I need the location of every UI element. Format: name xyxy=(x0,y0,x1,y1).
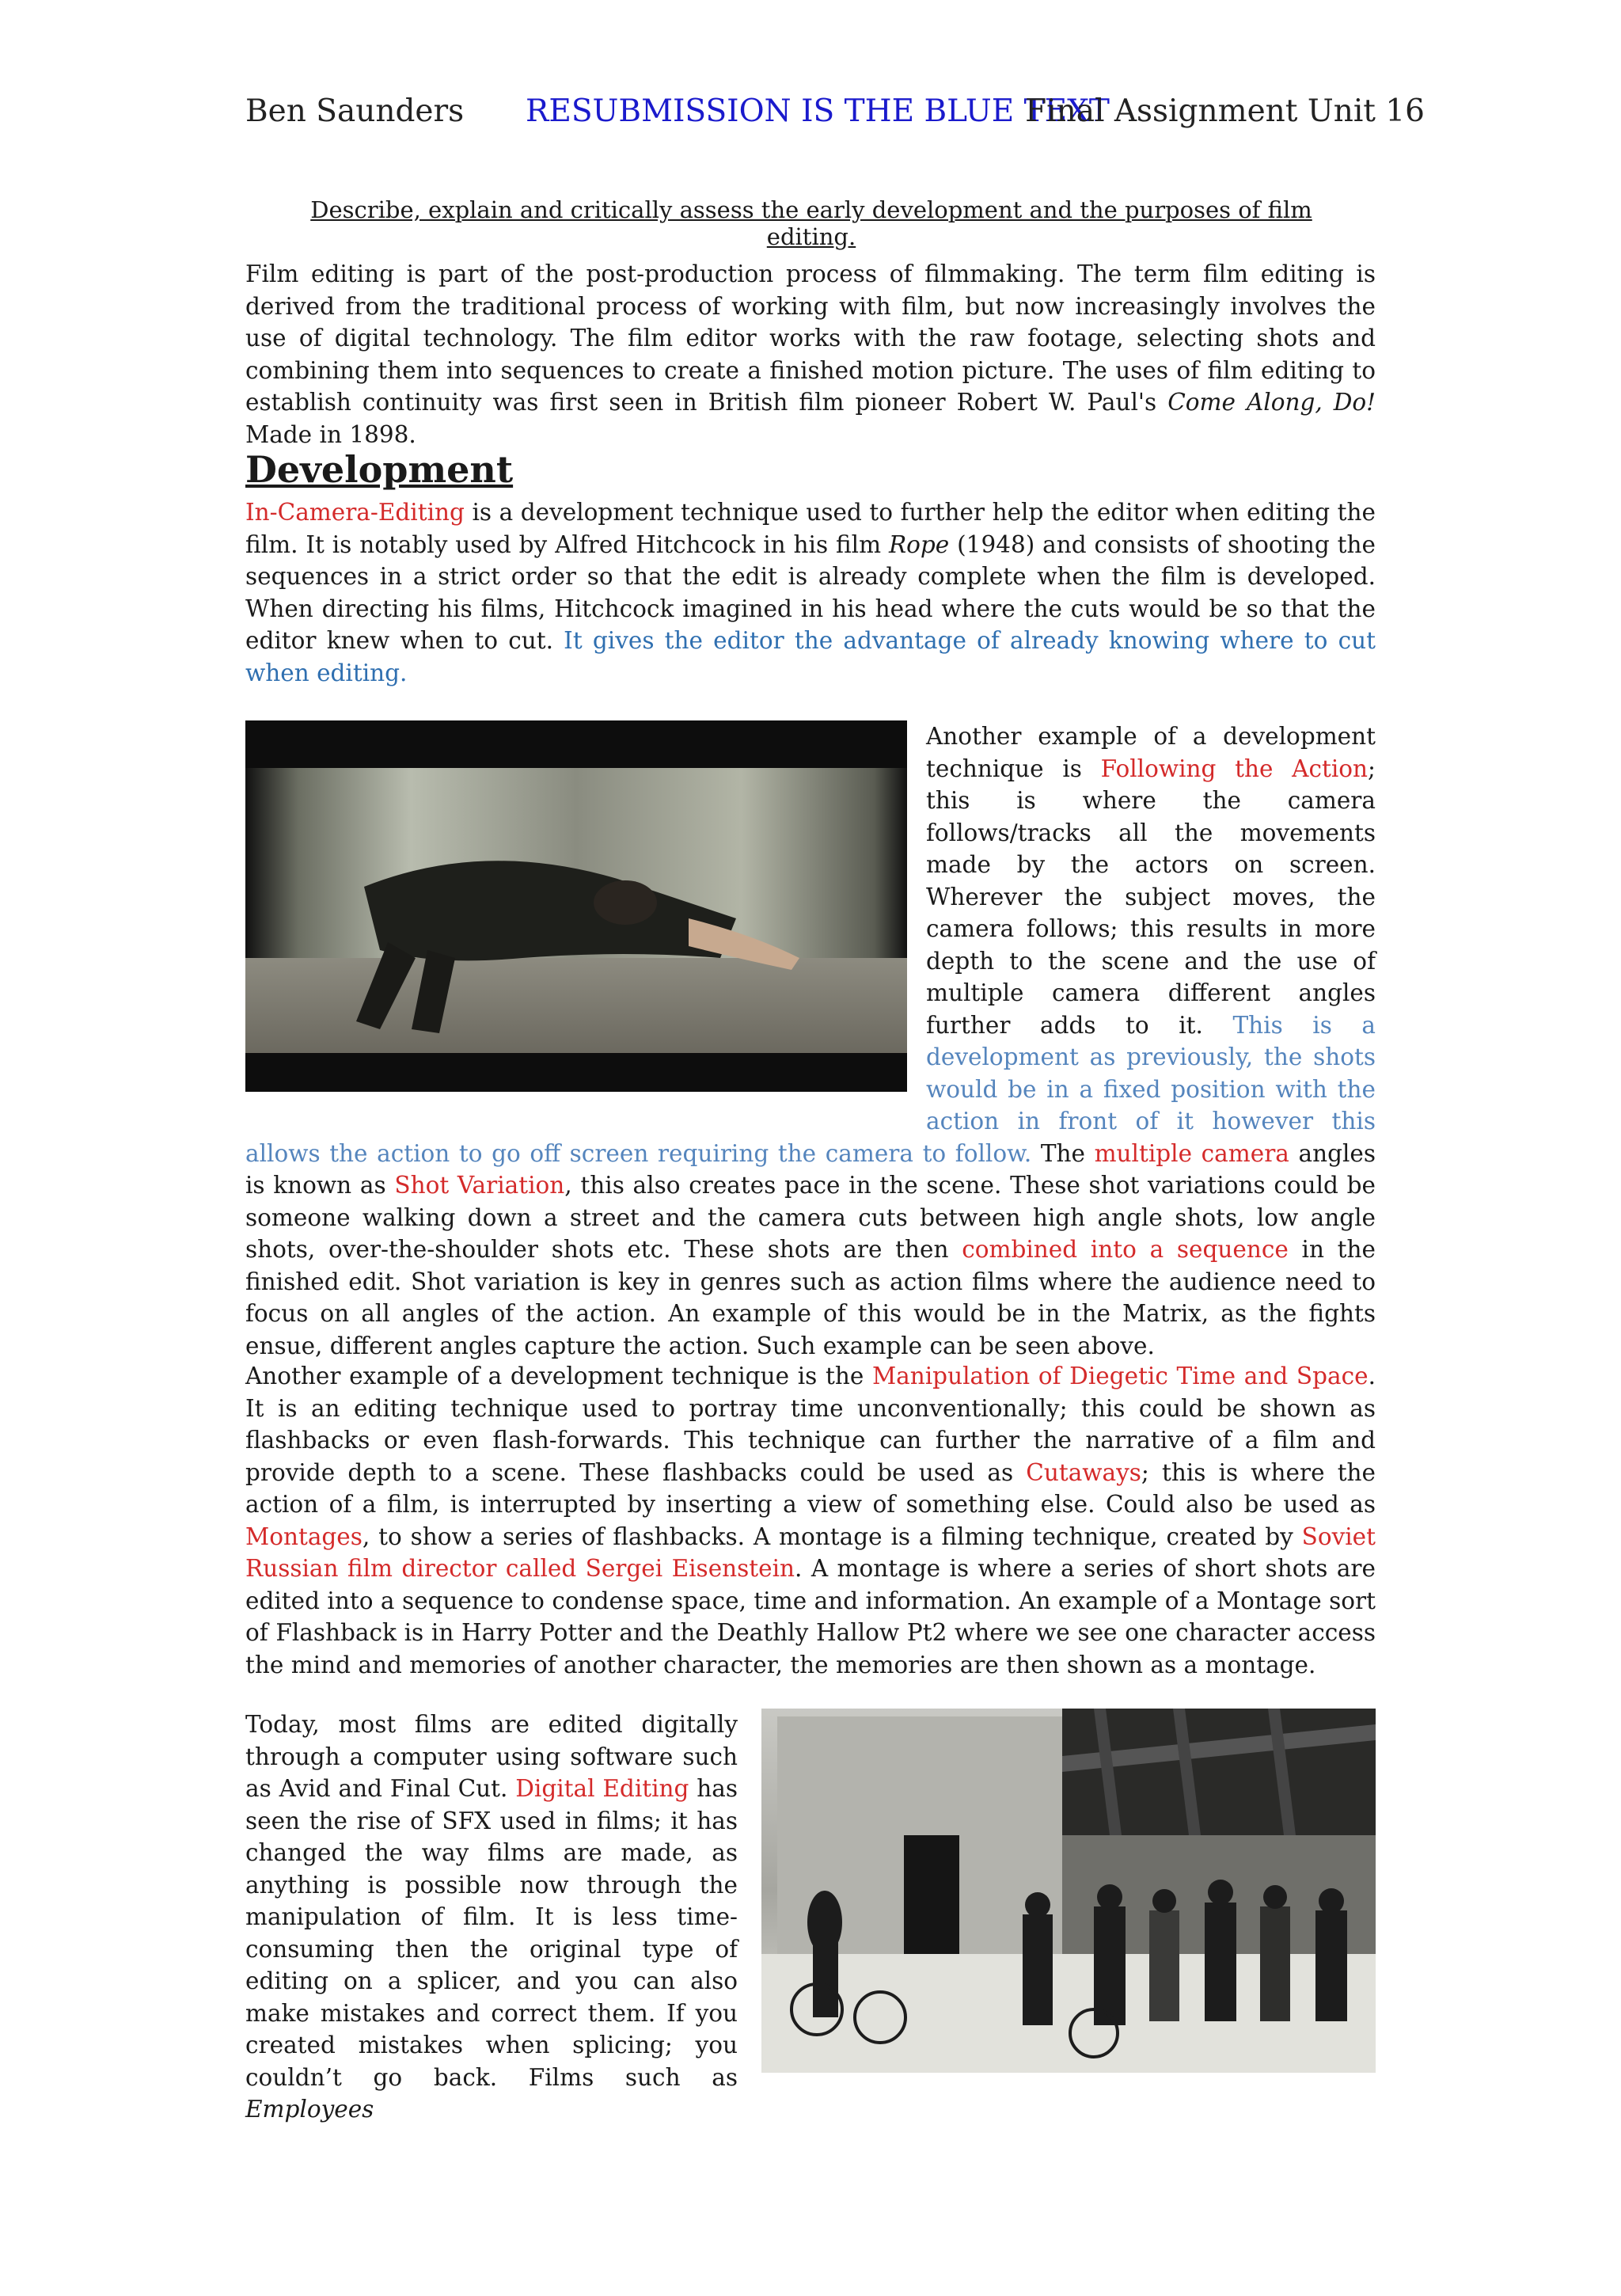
term-montages: Montages xyxy=(245,1522,363,1550)
term-multiple-camera: multiple camera xyxy=(1094,1139,1289,1167)
in-camera-editing-paragraph: In-Camera-Editing is a development technique used to further help the editor when editing the film. It is notably used by Alfred Hitchcock in his film Rope (1948) and consists of shooting the sequences in a strict order so that the edit is already complete when the film is developed. When directing his films, Hitchcock imagined in his head where the cuts would be so that the editor knew when to cut. It gives the editor the advantage of already knowing where to cut when editing. xyxy=(245,499,1376,686)
following-action-paragraph: Another example of a development technique is Following the Action; this is where the camera follows/tracks all the movements made by the actors on screen. Wherever the subject moves, the camera follows; this results in more depth to the scene and the use of multiple camera different angles further adds to it. This is a development as previously, the shots would be in a fixed position with the action in front of it however this allows the action to go off screen requiring the camera to follow. The multiple camera angles is known as Shot Variation, this also creates pace in the scene. These shot variations could be someone walking down a street and the camera cuts between high angle shots, low angle shots, over-the-shoulder shots etc. These shots are then combined into a sequence in the finished edit. Shot variation is key in genres such as action films where the audience need to focus on all angles of the action. An example of this would be in the Matrix, as the fights ensue, different angles capture the action. Such example can be seen above. xyxy=(245,720,1376,1362)
matrix-still-image xyxy=(245,720,907,1092)
page-header xyxy=(245,93,1425,138)
term-shot-variation: Shot Variation xyxy=(394,1172,565,1199)
diegetic-time-paragraph: Another example of a development technique is the Manipulation of Diegetic Time and Space. It is an editing technique used to portray time unconventionally; this could be shown as flashbacks or even flash-forwards. This technique can further the narrative of a film and provide depth to a scene. These flashbacks could be used as Cutaways; this is where the action of a film, is interrupted by inserting a view of something else. Could also be used as Montages, to show a series of flashbacks. A montage is a filming technique, created by Soviet Russian film director called Sergei Eisenstein. A montage is where a series of short shots are edited into a sequence to condense space, time and information. An example of a Montage sort of Flashback is in Harry Potter and the Deathly Hallow Pt2 where we see one character access the mind and memories of another character, the memories are then shown as a montage. xyxy=(245,1363,1376,1678)
term-following-the-action: Following the Action xyxy=(1100,755,1369,782)
development-heading: Development xyxy=(245,448,514,491)
resubmission-notice: RESUBMISSION IS THE BLUE TEXT xyxy=(526,93,1110,129)
resubmission-text-1: It gives the editor the advantage of already knowing where to cut when editing. xyxy=(245,627,1376,686)
term-cutaways: Cutaways xyxy=(1026,1458,1141,1486)
resubmission-text-2: This is a development as previously, the shots would be in a fixed position with the action in front of it however this allows the action to go off screen requiring the camera to follow. xyxy=(245,1011,1376,1167)
factory-still-wrapper xyxy=(761,1709,1376,2081)
film-title-come-along: Come Along, Do! xyxy=(1167,389,1376,416)
term-combined-into-sequence: combined into a sequence xyxy=(962,1236,1289,1263)
term-sergei-eisenstein: Soviet Russian film director called Sergei Eisenstein xyxy=(245,1522,1376,1582)
film-title-rope: Rope xyxy=(888,530,950,558)
digital-editing-paragraph: Today, most films are edited digitally through a computer using software such as Avid and Final Cut. Digital Editing has seen the rise of SFX used in films; it has changed the way films are made, as anything is possible now through the manipulation of film. It is less time-consuming then the original type of editing on a splicer, and you can also make mistakes and correct them. If you created mistakes when splicing; you couldn’t go back. Films such as Employees xyxy=(245,1709,1376,2126)
term-digital-editing: Digital Editing xyxy=(515,1775,689,1802)
factory-still-image xyxy=(761,1709,1376,2073)
author-name: Ben Saunders xyxy=(245,93,465,129)
term-diegetic-time-space: Manipulation of Diegetic Time and Space xyxy=(871,1363,1369,1389)
assignment-title: Final Assignment Unit 16 xyxy=(1025,93,1425,129)
film-title-employees: Employees xyxy=(245,2096,374,2123)
matrix-still-wrapper xyxy=(245,720,907,1100)
essay-question: Describe, explain and critically assess the early development and the purposes of film editing. xyxy=(310,196,1312,250)
intro-paragraph: Film editing is part of the post-production process of filmmaking. The term film editing is derived from the traditional process of working with film, but now increasingly involves the use of digital technology. The film editor works with the raw footage, selecting shots and combining them into sequences to create a finished motion picture. The uses of film editing to establish continuity was first seen in British film pioneer Robert W. Paul's Come Along, Do! Made in 1898. xyxy=(245,260,1376,448)
term-in-camera-editing: In-Camera-Editing xyxy=(245,499,465,526)
